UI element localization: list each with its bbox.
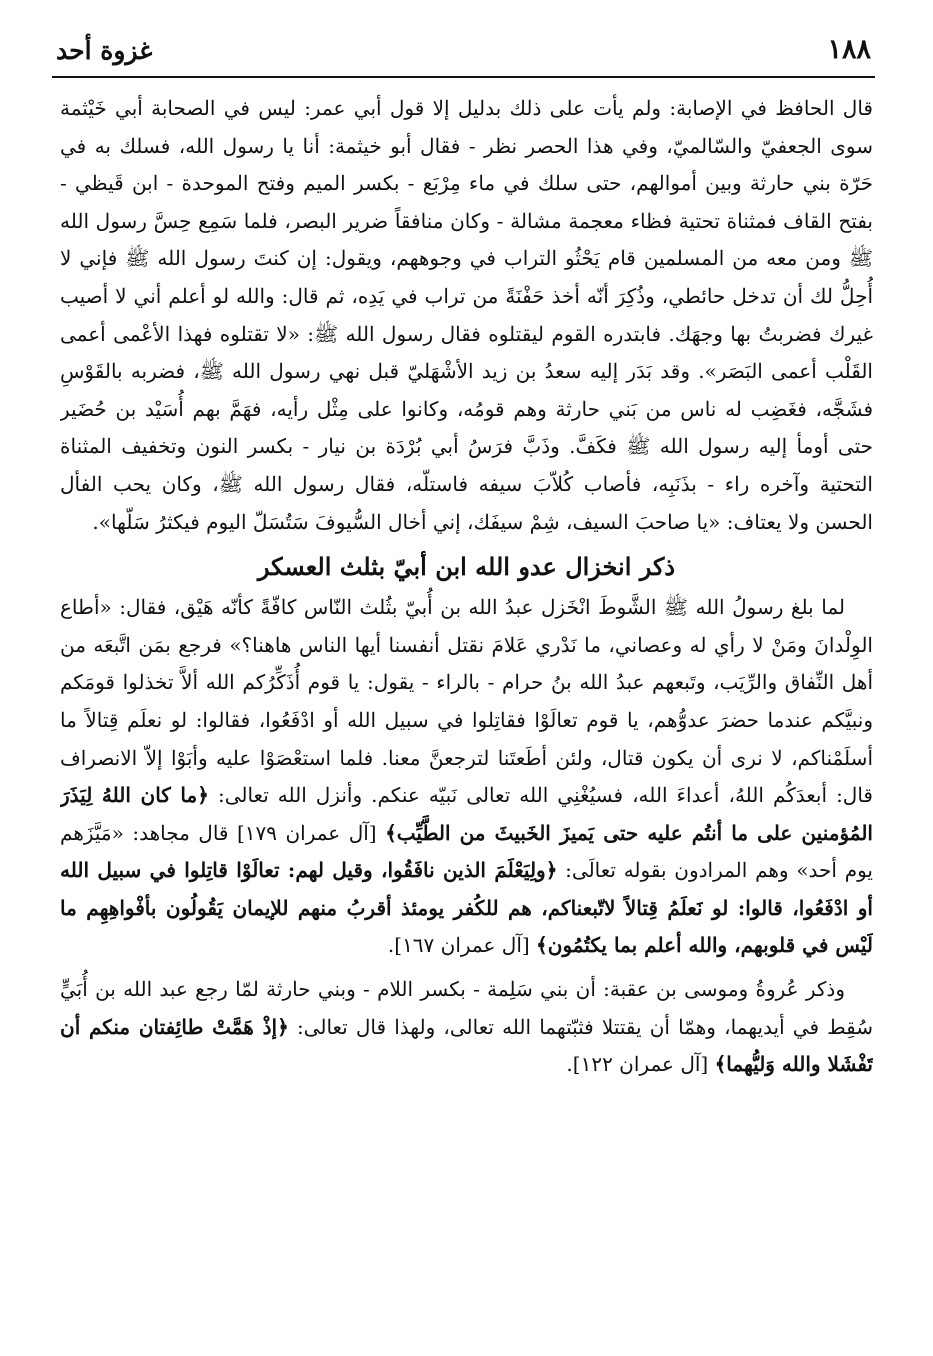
paragraph-3-text-2: [آل عمران ١٢٢].	[566, 1052, 715, 1077]
paragraph-2	[60, 589, 873, 965]
page-number: ١٨٨	[827, 34, 871, 65]
page-body	[60, 90, 873, 1330]
paragraph-1: قال الحافظ في الإصابة: ولم يأت على ذلك بدليل إلا قول أبي عمر: ليس في الصحابة أبي خَيْثمة سوى الجعفيّ والسّالميّ، وفي هذا الحصر نظر - فقال أبو خيثمة: أنا يا رسول الله، فسلك به في حَرّة بني حارثة وبين أموالهم، حتى سلك في ماء مِرْبَع - بكسر الميم وفتح الموحدة - ابن قَيظي - بفتح القاف فمثناة تحتية فظاء معجمة مشالة - وكان منافقاً ضرير البصر، فلما سَمِع حِسَّ رسول الله ﷺ ومن معه من المسلمين قام يَحْثُو التراب في وجوههم، ويقول: إن كنتَ رسول الله ﷺ فإني لا أُحِلُّ لك أن تدخل حائطي، وذُكِرَ أنّه أخذ حَفْنَةً من تراب في يَدِه، ثم قال: والله لو أعلم أني لا أصيب غيرك فضربتُ بها وجهَك. فابتدره القوم ليقتلوه فقال رسول الله ﷺ: «لا تقتلوه فهذا الأعْمى أعمى القَلْب أعمى البَصَر». وقد بَدَر إليه سعدُ بن زيد الأشْهَليّ قبل نهي رسول الله ﷺ، فضربه بالقَوْسِ فشَجَّه، فغَضِب له ناس من بَني حارثة وهم قومُه، وكانوا على مِثْل رأيه، فهَمَّ بهم أُسَيْد بن حُضَير حتى أومأ إليه رسول الله ﷺ فكَفَّ. وذَبَّ فرَسُ أبي بُرْدَة بن نيار - بكسر النون وتخفيف المثناة التحتية وآخره راء - بذَنَبِه، فأصاب كُلاّبَ سيفه فاستلّه، فقال رسول الله ﷺ، وكان يحب الفأل الحسن ولا يعتاف: «يا صاحبَ السيف، شِمْ سيفَك، إني أخال السُّيوفَ سَتُسَلّ اليوم فيكثرُ سَلّها».	[60, 96, 873, 534]
running-title: غزوة أحد	[56, 36, 153, 65]
paragraph-3	[60, 971, 873, 1084]
section-heading: ذكر انخزال عدو الله ابن أبيّ بثلث العسكر	[257, 552, 676, 582]
quran-verse-3: ﴿إذْ هَمَّتْ طائِفتان منكم أن تَفْشَلا والله وَليُّهما﴾	[60, 1014, 873, 1077]
quran-verse-1: ﴿ما كان اللهُ لِيَذَرَ المُؤمنين على ما أنتُم عليه حتى يَميزَ الخَبيثَ من الطَّيِّب﴾	[60, 783, 873, 845]
page-header	[52, 26, 875, 78]
paragraph-2-text-2: [آل عمران ١٧٩] قال مجاهد: «مَيَّزَهم يوم أحد» وهم المرادون بقوله تعالَى:	[60, 820, 873, 883]
paragraph-3-text: وذكر عُروةُ وموسى بن عقبة: أن بني سَلِمة - بكسر اللام - وبني حارثة لمّا رجع عبد الله بن أُبَيٍّ سُقِط في أيديهما، وهمّا أن يقتتلا فثبّتهما الله تعالى، ولهذا قال تعالى:	[60, 977, 873, 1039]
paragraph-2-text-3: [آل عمران ١٦٧].	[387, 933, 537, 958]
header-rule	[52, 76, 875, 78]
paragraph-2-text: لما بلغ رسولُ الله ﷺ الشَّوطَ انْخَزل عبدُ الله بن أُبيّ بثُلث النّاس كافّةً كأنّه هَيْق، فقال: «أطاع الوِلْدانَ ومَنْ لا رأي له وعصاني، ما نَدْري عَلامَ نقتل أنفسنا أيها الناس هاهنا؟» فرجع بمَن اتَّبعَه من أهل النِّفاق والرِّيَب، وتَبعهم عبدُ الله بنُ حرام - بالراء - يقول: يا قوم أُذَكِّرُكم الله ألاَّ تخذلوا قومَكم ونبيَّكم عندما حضرَ عدوُّهم، يا قوم تعالَوْا فقاتِلوا في سبيل الله أو ادْفَعُوا، فقالوا: لو نعلَم قِتالاً ما أسلَمْناكم، لا نرى أن يكون قتال، ولئن أطَعتَنا لترجعنَّ معنا. فلما استعْصَوْا عليه وأبَوْا إلاّ الانصراف قال: أبعدَكُم اللهُ، أعداءَ الله، فسيُغْنِي الله تعالى نَبيّه عنكم. وأنزل الله تعالى:	[60, 595, 873, 808]
quran-verse-2: ﴿ولِيَعْلَمَ الذين نافَقُوا، وقيل لهم: تعالَوْا قاتِلوا في سبيل الله أو ادْفَعُوا، قالوا: لو نَعلَمُ قِتالاً لاتّبعناكم، هم للكُفر يومئذ أقربُ منهم للإيمان يَقُولُون بأفْواهِهِم ما لَيْس في قلوبهم، والله أعلم بما يكتُمُون﴾	[60, 858, 873, 958]
